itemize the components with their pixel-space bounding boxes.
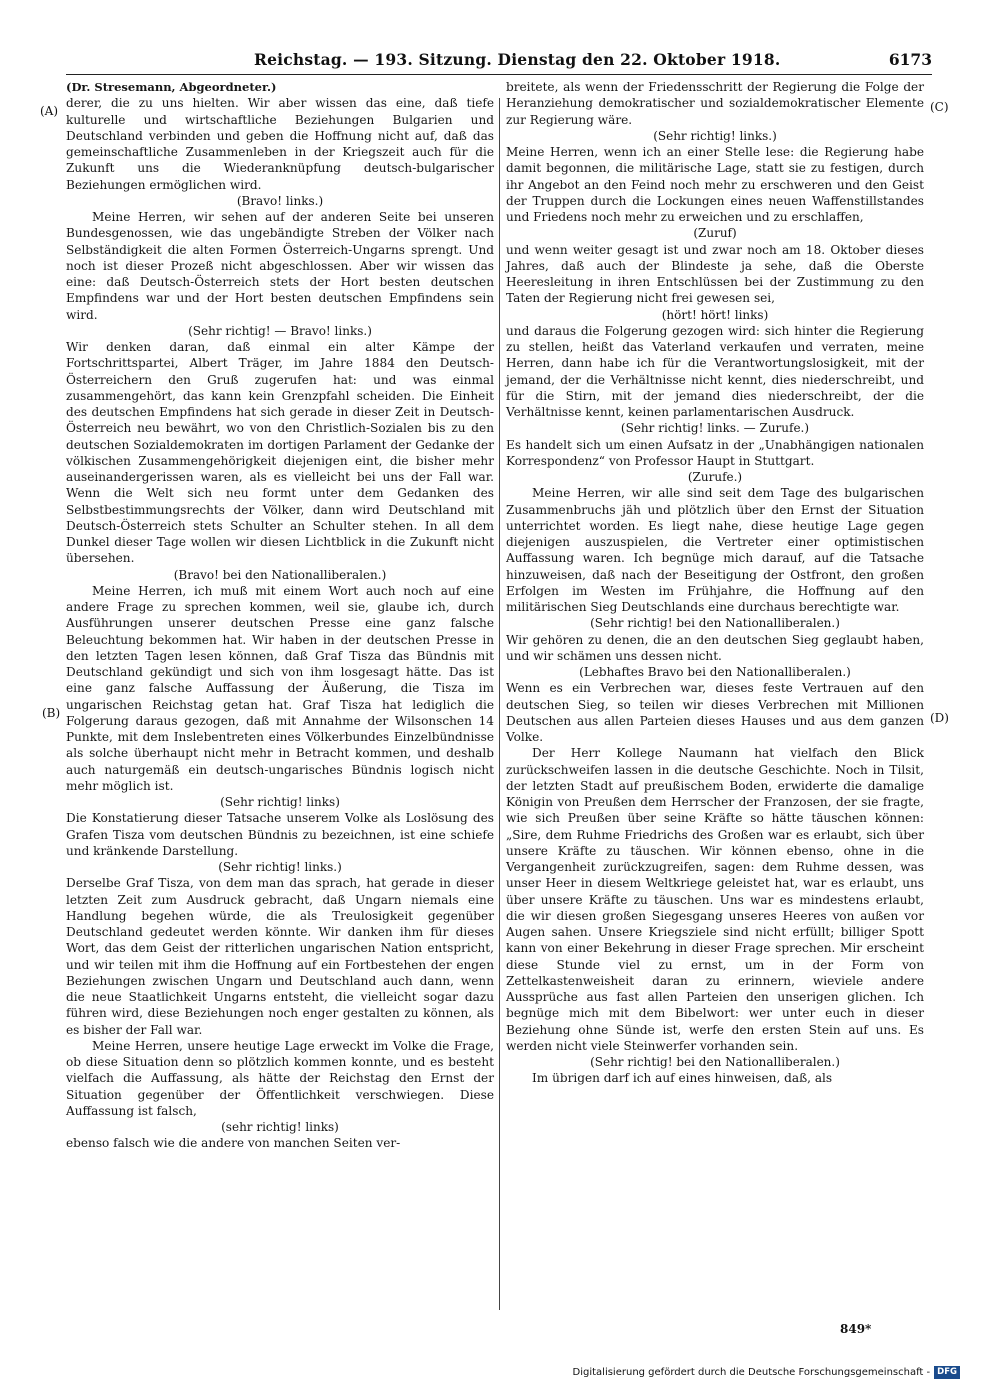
interjection: (Bravo! bei den Nationalliberalen.) xyxy=(173,567,387,582)
signature-mark: 849* xyxy=(840,1322,872,1336)
paragraph: Wir gehören zu denen, die an den deutschen Sieg geglaubt haben, und wir schämen uns dessen nicht. xyxy=(506,632,924,663)
margin-mark-d: (D) xyxy=(930,711,949,725)
interjection: (Sehr richtig! links.) xyxy=(653,128,777,143)
paragraph: Meine Herren, wir alle sind seit dem Tage des bulgarischen Zusammenbruchs jäh und plötzlich über den Ernst der Situation unterrichtet worden. Es liegt nahe, diese heutige Lage gegen diejenigen auszuspielen, die Vertreter einer optimistischen Auffassung waren. Ich begnüge mich darauf, auf die Tatsache hinzuweisen, daß nach der Beseitigung der Ostfront, den großen Erfolgen im Westen im Frühjahre, die Hoffnung auf den militärischen Sieg Deutschlands eine durchaus berechtigte war. xyxy=(506,486,924,614)
left-text-column xyxy=(66,79,494,1152)
right-text-column xyxy=(506,79,924,1087)
paragraph: breitete, als wenn der Friedensschritt der Regierung die Folge der Heranziehung demokratischer und sozialdemokratischer Elemente zur Regierung wäre. xyxy=(506,80,924,127)
interjection: (Lebhaftes Bravo bei den Nationalliberalen.) xyxy=(579,665,851,679)
page-header xyxy=(66,50,932,75)
interjection: (Sehr richtig! links. — Zurufe.) xyxy=(620,421,810,436)
paragraph: und daraus die Folgerung gezogen wird: sich hinter die Regierung zu stellen, heißt das Vaterland verkaufen und verraten, meine Herren, dann habe ich für die Verantwortungslosigkeit, mit der jemand, der die Verhältnisse nicht kennt, dies niederschreibt, und für die Stirn, mit der jemand dies niederschreibt, der die Verhältnisse kennt, keinen parlamentarischen Ausdruck. xyxy=(506,323,924,419)
paragraph: Meine Herren, wir sehen auf der anderen Seite bei unseren Bundesgenossen, wie das ungebändigte Streben der Völker nach Selbständigkeit die alten Formen Österreich-Ungarns sprengt. Und noch ist dieser Prozeß nicht abgeschlossen. Aber wir wissen das eine: daß Deutsch-Österreich stets der Hort besten deutschen Empfindens war und der Hort besten deutschen Empfindens sein wird. xyxy=(66,210,494,322)
paragraph: Der Herr Kollege Naumann hat vielfach den Blick zurückschweifen lassen in die deutsche Geschichte. Noch in Tilsit, der letzten Stadt auf preußischem Boden, erwiderte die damalige Königin von Preußen dem Herrscher der Franzosen, der sie fragte, wie sich Preußen über seine Kräfte so hätte täuschen können: „Sire, dem Ruhme Friedrichs des Großen war es erlaubt, sich über unsere Kräfte zu täuschen. Wir können ebenso, ohne in die Vergangenheit zurückzugreifen, sagen: dem Ruhme dessen, was unser Heer in diesem Weltkriege geleistet hat, war es erlaubt, uns über unsere Kräfte zu täuschen. Uns war es mindestens erlaubt, die wir diesen großen Siegesgang unseres Heeres von außen vor Augen sahen. Unsere Kriegsziele sind nicht erfüllt; billiger Spott kann von einer Bekehrung in dieser Frage sprechen. Mir erscheint diese Stunde viel zu ernst, um in der Form von Zettelkastenweisheit daran zu erinnern, wieviele andere Aussprüche aus fast allen Parteien den unserigen glichen. Ich begnüge mich mit dem Bibelwort: wer unter euch in dieser Beziehung ohne Sünde ist, werfe den ersten Stein auf uns. Es werden nicht viele Steinwerfer vorhanden sein. xyxy=(506,746,924,1053)
paragraph: Die Konstatierung dieser Tatsache unserem Volke als Loslösung des Grafen Tisza vom deutschen Bündnis zu bezeichnen, ist eine schiefe und kränkende Darstellung. xyxy=(66,811,494,858)
paragraph: Meine Herren, wenn ich an einer Stelle lese: die Regierung habe damit begonnen, die militärische Lage, statt sie zu festigen, durch ihr Angebot an den Feind noch mehr zu erschweren und den Geist der Truppen durch die Lockungen eines neuen Waffenstillstandes und Friedens noch mehr zu erweichen und zu erschlaffen, xyxy=(506,145,924,224)
page-number: 6173 xyxy=(888,50,932,69)
interjection: (Zuruf) xyxy=(693,226,737,241)
interjection: (Zurufe.) xyxy=(687,470,743,484)
paragraph: Es handelt sich um einen Aufsatz in der „Unabhängigen nationalen Korrespondenz“ von Professor Haupt in Stuttgart. xyxy=(506,437,924,468)
paragraph: Derselbe Graf Tisza, von dem man das sprach, hat gerade in dieser letzten Zeit zum Ausdruck gebracht, daß Ungarn niemals eine Handlung begehen würde, die als Treulosigkeit gegenüber Deutschland gedeutet werden könnte. Wir danken ihm für dieses Wort, das dem Geist der ritterlichen ungarischen Nation entspricht, und wir teilen mit ihm die Hoffnung auf ein Fortbestehen der engen Beziehungen zwischen Ungarn und Deutschland auch dann, wenn die neue Staatlichkeit Ungarns entsteht, die vielleicht sogar dazu führen wird, diese Beziehungen noch enger gestalten zu können, als es bisher der Fall war. xyxy=(66,876,494,1037)
interjection: (Sehr richtig! — Bravo! links.) xyxy=(188,323,372,338)
credit-text: Digitalisierung gefördert durch die Deutsche Forschungsgemeinschaft - xyxy=(572,1367,931,1378)
paragraph: Wir denken daran, daß einmal ein alter Kämpe der Fortschrittspartei, Albert Träger, im Jahre 1884 den Deutsch-Österreichern den Gruß zugerufen hat: und was einmal zusammengehört, das kann kein Grenzpfahl scheiden. Die Einheit des deutschen Empfindens hat sich gerade in dieser Zeit in Deutsch-Österreich neu bewährt, wo von den Christlich-Sozialen bis zu den deutschen Sozialdemokraten im dortigen Parlament der Gedanke der völkischen Zusammengehörigkeit diejenigen eint, die bisher mehr auseinandergerissen waren, als es vielleicht bei uns der Fall war. Wenn die Welt sich neu formt unter dem Gedanken des Selbstbestimmungsrechts der Völker, dann wird Deutschland mit Deutsch-Österreich stets Schulter an Schulter stehen. In all dem Dunkel dieser Tage wollen wir diesen Lichtblick in die Zukunft nicht übersehen. xyxy=(66,340,494,566)
interjection: (Sehr richtig! links) xyxy=(220,795,340,809)
margin-mark-b: (B) xyxy=(42,706,61,720)
interjection: (Sehr richtig! links.) xyxy=(218,860,342,874)
digitization-credit xyxy=(573,1366,960,1379)
dfg-logo: DFG xyxy=(934,1366,960,1379)
paragraph: Im übrigen darf ich auf eines hinweisen, daß, als xyxy=(532,1071,833,1086)
interjection: (hört! hört! links) xyxy=(661,307,769,322)
paragraph: Wenn es ein Verbrechen war, dieses feste Vertrauen auf den deutschen Sieg, so teilen wir dieses Verbrechen mit Millionen Deutschen aus allen Parteien dieses Hauses und aus dem ganzen Volke. xyxy=(506,681,924,744)
interjection: (sehr richtig! links) xyxy=(221,1120,339,1134)
running-head: Reichstag. — 193. Sitzung. Dienstag den 22. Oktober 1918. xyxy=(254,50,781,69)
paragraph: derer, die zu uns hielten. Wir aber wissen das eine, daß tiefe kulturelle und wirtschaftliche Beziehungen Bulgarien und Deutschland verbinden und geben die Hoffnung nicht auf, daß das gemeinschaftliche Zusammenleben in der Kriegszeit auch für die Zukunft uns die Wiederanknüpfung deutsch-bulgarischer Beziehungen ermöglichen wird. xyxy=(66,96,494,192)
speaker-line: (Dr. Stresemann, Abgeordneter.) xyxy=(66,80,277,94)
interjection: (Bravo! links.) xyxy=(236,193,324,208)
margin-mark-a: (A) xyxy=(40,104,59,118)
column-divider xyxy=(499,98,500,1310)
interjection: (Sehr richtig! bei den Nationalliberalen.) xyxy=(590,616,840,631)
interjection: (Sehr richtig! bei den Nationalliberalen.) xyxy=(590,1055,840,1069)
margin-mark-c: (C) xyxy=(930,100,949,114)
paragraph: ebenso falsch wie die andere von manchen Seiten ver- xyxy=(66,1136,401,1151)
paragraph: Meine Herren, ich muß mit einem Wort auch noch auf eine andere Frage zu sprechen kommen, weil sie, glaube ich, durch Ausführungen unserer deutschen Presse eine ganz falsche Beleuchtung bekommen hat. Wir haben in der deutschen Presse in den letzten Tagen lesen können, daß Graf Tisza das Bündnis mit Deutschland gekündigt und sich von ihm losgesagt hätte. Das ist eine ganz falsche Auffassung der Äußerung, die Tisza im ungarischen Reichstag getan hat. Graf Tisza hat lediglich die Folgerung daraus gezogen, daß mit Annahme der Wilsonschen 14 Punkte, mit dem Inslebentreten eines Völkerbundes Einzelbündnisse als solche überhaupt nicht mehr in Betracht kommen, und deshalb auch naturgemäß ein deutsch-ungarisches Bündnis logisch nicht mehr möglich ist. xyxy=(66,583,494,793)
paragraph: Meine Herren, unsere heutige Lage erweckt im Volke die Frage, ob diese Situation denn so plötzlich kommen konnte, und es besteht vielfach die Auffassung, als hätte der Reichstag den Ernst der Situation gegenüber der Öffentlichkeit verschwiegen. Diese Auffassung ist falsch, xyxy=(66,1038,494,1118)
paragraph: und wenn weiter gesagt ist und zwar noch am 18. Oktober dieses Jahres, daß auch der Blindeste ja sehe, daß die Oberste Heeresleitung in ihren Entschlüssen bei der Zustimmung zu den Taten der Regierung nicht frei gewesen sei, xyxy=(506,242,924,306)
